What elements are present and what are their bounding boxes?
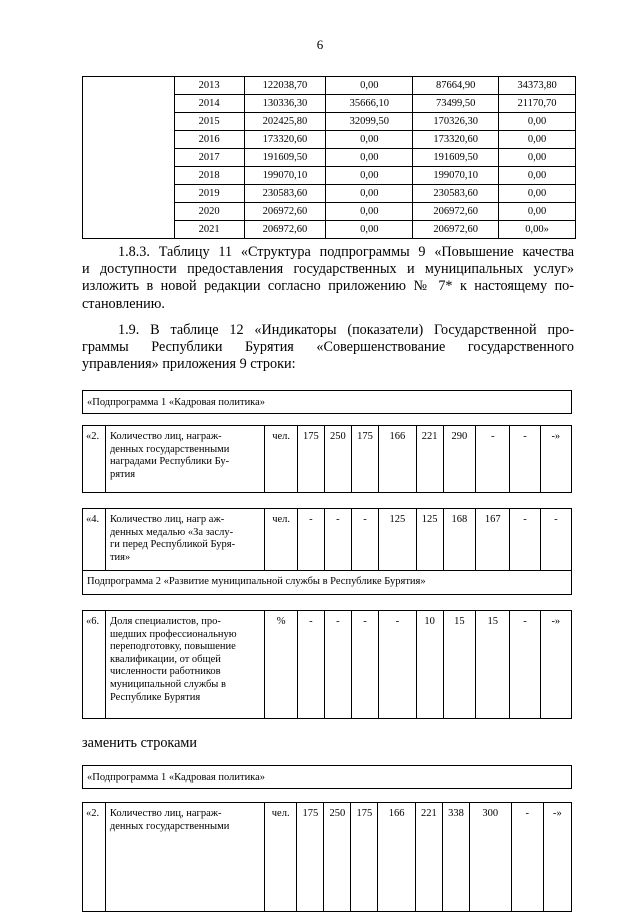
value-cell: 15 <box>475 611 509 719</box>
indicator-name <box>105 803 264 912</box>
amount-cell: 34373,80 <box>499 77 576 95</box>
financing-row <box>83 77 576 95</box>
amount-cell: 0,00 <box>326 77 413 95</box>
amount-cell: 0,00 <box>326 203 413 221</box>
desc-line: шедших профессиональную <box>109 628 237 640</box>
year-cell: 2021 <box>174 221 244 239</box>
year-cell: 2013 <box>174 77 244 95</box>
unit: чел. <box>265 426 297 493</box>
amount-cell: 206972,60 <box>413 203 499 221</box>
value-cell: 166 <box>378 803 415 912</box>
year-cell: 2016 <box>174 131 244 149</box>
value-cell: - <box>510 509 540 571</box>
year-cell: 2019 <box>174 185 244 203</box>
value-cell: 15 <box>443 611 475 719</box>
paragraph-1-9 <box>82 322 574 374</box>
value-cell: - <box>510 611 540 719</box>
value-cell: 167 <box>475 509 509 571</box>
old-indicator-row-4 <box>82 508 572 595</box>
value-cell: -» <box>540 611 571 719</box>
value-cell: - <box>351 611 378 719</box>
value-cell: - <box>324 509 351 571</box>
subprogram-title: «Подпрограмма 1 «Кадровая политика» <box>83 391 572 414</box>
value-cell: - <box>475 426 509 493</box>
replace-label: заменить строками <box>82 735 197 751</box>
value-cell: 10 <box>416 611 443 719</box>
year-cell: 2017 <box>174 149 244 167</box>
desc-line: квалификации, от общей <box>109 653 221 665</box>
row-number: «2. <box>83 803 106 912</box>
value-cell: 338 <box>442 803 469 912</box>
amount-cell: 0,00 <box>499 149 576 167</box>
amount-cell: 170326,30 <box>413 113 499 131</box>
value-cell: 300 <box>469 803 511 912</box>
amount-cell: 206972,60 <box>244 221 326 239</box>
year-cell: 2014 <box>174 95 244 113</box>
value-cell: 166 <box>379 426 417 493</box>
desc-line: Количество лиц, нагр аж- <box>109 514 225 525</box>
value-cell: 125 <box>379 509 417 571</box>
desc-line: наградами Республики Бу- <box>109 456 230 468</box>
amount-cell: 0,00 <box>499 203 576 221</box>
paragraph-line: управления» приложения 9 строки: <box>82 356 296 373</box>
value-cell: 221 <box>416 426 443 493</box>
amount-cell: 191609,50 <box>244 149 326 167</box>
amount-cell: 130336,30 <box>244 95 326 113</box>
value-cell: 290 <box>443 426 475 493</box>
amount-cell: 191609,50 <box>413 149 499 167</box>
blank-cell <box>83 77 175 239</box>
amount-cell: 0,00 <box>499 167 576 185</box>
amount-cell: 0,00 <box>499 185 576 203</box>
financing-table <box>82 76 576 239</box>
paragraph-line: изложить в новой редакции согласно приложению № 7* к настоящему по- <box>82 278 574 295</box>
value-cell: 250 <box>324 426 351 493</box>
desc-line: рятия <box>109 468 136 480</box>
new-subprogram-1-header <box>82 765 572 789</box>
value-cell: 175 <box>297 426 324 493</box>
desc-line: муниципальной службы в <box>109 678 226 690</box>
amount-cell: 21170,70 <box>499 95 576 113</box>
desc-line: денных медалью «За заслу- <box>109 526 234 538</box>
value-cell: - <box>324 611 351 719</box>
page-number: 6 <box>316 37 324 52</box>
value-cell: - <box>510 426 540 493</box>
value-cell: 168 <box>443 509 475 571</box>
value-cell: -» <box>540 426 571 493</box>
value-cell: - <box>540 509 571 571</box>
value-cell: - <box>379 611 417 719</box>
desc-line: денных государственными <box>109 820 230 832</box>
amount-cell: 0,00 <box>326 167 413 185</box>
value-cell: - <box>297 611 324 719</box>
old-indicator-row-2 <box>82 425 572 493</box>
value-cell: 175 <box>297 803 324 912</box>
amount-cell: 0,00 <box>499 131 576 149</box>
amount-cell: 122038,70 <box>244 77 326 95</box>
amount-cell: 206972,60 <box>413 221 499 239</box>
unit: чел. <box>265 803 297 912</box>
amount-cell: 0,00 <box>326 185 413 203</box>
row-number: «4. <box>83 509 106 571</box>
indicator-name <box>105 611 265 719</box>
indicator-name <box>105 509 265 571</box>
year-cell: 2018 <box>174 167 244 185</box>
row-number: «2. <box>83 426 106 493</box>
value-cell: 175 <box>351 426 378 493</box>
value-cell: - <box>351 509 378 571</box>
indicator-name <box>105 426 265 493</box>
desc-line: ги перед Республикой Буря- <box>109 539 236 551</box>
amount-cell: 202425,80 <box>244 113 326 131</box>
desc-line: тия» <box>109 551 131 563</box>
amount-cell: 87664,90 <box>413 77 499 95</box>
value-cell: 175 <box>351 803 378 912</box>
paragraph-line: 1.8.3. Таблицу 11 «Структура подпрограммы 9 «Повышение качества <box>118 244 574 260</box>
paragraph-line: граммы Республики Бурятия «Совершенствование государственного <box>82 339 574 356</box>
amount-cell: 173320,60 <box>244 131 326 149</box>
desc-line: численности работников <box>109 666 221 678</box>
desc-line: Доля специалистов, про- <box>109 616 221 627</box>
amount-cell: 199070,10 <box>244 167 326 185</box>
value-cell: 250 <box>324 803 351 912</box>
year-cell: 2020 <box>174 203 244 221</box>
amount-cell: 230583,60 <box>413 185 499 203</box>
value-cell: - <box>511 803 543 912</box>
unit: % <box>265 611 297 719</box>
value-cell: 221 <box>415 803 442 912</box>
amount-cell: 230583,60 <box>244 185 326 203</box>
value-cell: -» <box>543 803 571 912</box>
value-cell: - <box>297 509 324 571</box>
amount-cell: 0,00 <box>326 131 413 149</box>
year-cell: 2015 <box>174 113 244 131</box>
desc-line: Количество лиц, награж- <box>109 808 222 819</box>
value-cell: 125 <box>416 509 443 571</box>
amount-cell: 32099,50 <box>326 113 413 131</box>
unit: чел. <box>265 509 297 571</box>
desc-line: переподготовку, повышение <box>109 641 236 653</box>
amount-cell: 0,00 <box>499 113 576 131</box>
row-number: «6. <box>83 611 106 719</box>
desc-line: Республике Бурятия <box>109 691 201 703</box>
old-indicator-row-6 <box>82 610 572 719</box>
new-indicator-row-2 <box>82 802 572 912</box>
subprogram-2-title: Подпрограмма 2 «Развитие муниципальной службы в Республике Бурятия» <box>83 571 572 595</box>
amount-cell: 35666,10 <box>326 95 413 113</box>
paragraph-line: 1.9. В таблице 12 «Индикаторы (показатели) Государственной про- <box>118 322 574 338</box>
paragraph-1-8-3 <box>82 244 574 313</box>
amount-cell: 0,00» <box>499 221 576 239</box>
subprogram-title: «Подпрограмма 1 «Кадровая политика» <box>83 766 572 789</box>
amount-cell: 73499,50 <box>413 95 499 113</box>
amount-cell: 206972,60 <box>244 203 326 221</box>
desc-line: денных государственными <box>109 443 230 455</box>
amount-cell: 0,00 <box>326 221 413 239</box>
old-subprogram-1-header <box>82 390 572 414</box>
amount-cell: 199070,10 <box>413 167 499 185</box>
amount-cell: 0,00 <box>326 149 413 167</box>
desc-line: Количество лиц, награж- <box>109 431 222 442</box>
paragraph-line: становлению. <box>82 295 165 312</box>
amount-cell: 173320,60 <box>413 131 499 149</box>
paragraph-line: и доступности предоставления государственных и муниципальных услуг» <box>82 261 574 278</box>
